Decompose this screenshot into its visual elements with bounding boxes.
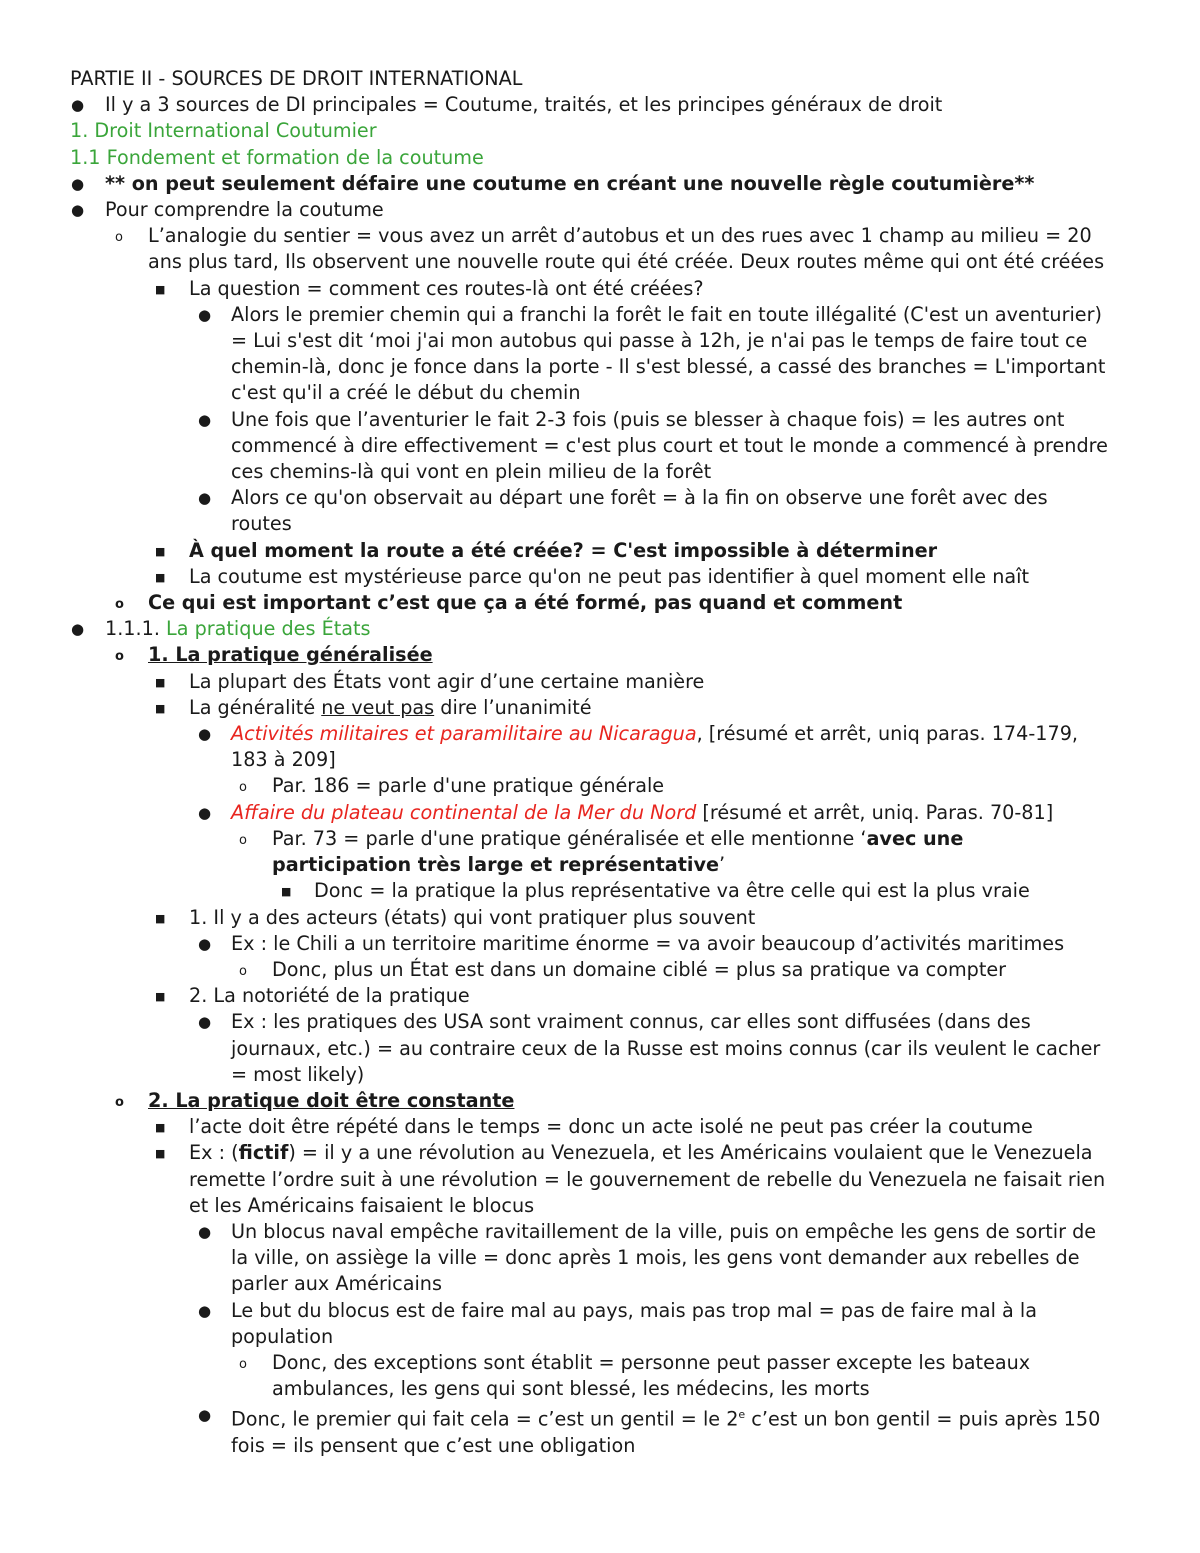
list-item-continued: ambulances, les gens qui sont blessé, les médecins, les morts — [272, 1377, 870, 1401]
bullet-dot-icon: ● — [198, 725, 212, 744]
list-item-continued: 183 à 209] — [231, 748, 336, 772]
list-item: ■ 1. Il y a des acteurs (états) qui vont pratiquer plus souvent — [0, 905, 1200, 931]
bullet-square-icon: ■ — [155, 570, 166, 584]
list-item: ● Une fois que l’aventurier le fait 2-3 fois (puis se blesser à chaque fois) = les autres ont — [0, 407, 1200, 433]
list-item: ■ La généralité ne veut pas dire l’unanimité — [0, 695, 1200, 721]
list-item-continued: fois = ils pensent que c’est une obligation — [231, 1433, 636, 1457]
heading-1: 1. Droit International Coutumier — [70, 119, 377, 143]
bullet-circle-icon: o — [115, 597, 124, 613]
list-item: ■ La coutume est mystérieuse parce qu'on ne peut pas identifier à quel moment elle naît — [0, 564, 1200, 590]
bullet-dot-icon: ● — [198, 410, 212, 429]
bullet-dot-icon: ● — [198, 1013, 212, 1032]
list-item-continued: ces chemins-là qui vont en plein milieu de la forêt — [231, 460, 712, 484]
list-item: ■ 2. La notoriété de la pratique — [0, 983, 1200, 1009]
list-item: ■ La question = comment ces routes-là ont été créées? — [0, 276, 1200, 302]
list-item: ● Un blocus naval empêche ravitaillement de la ville, puis on empêche les gens de sortir de — [0, 1219, 1200, 1245]
list-item: ● Ex : le Chili a un territoire maritime énorme = va avoir beaucoup d’activités maritimes — [0, 931, 1200, 957]
list-item-continued: = most likely) — [231, 1062, 365, 1086]
list-item-case: ● Affaire du plateau continental de la Mer du Nord [résumé et arrêt, uniq. Paras. 70-81] — [0, 800, 1200, 826]
bullet-square-icon: ■ — [155, 1121, 166, 1135]
bullet-square-icon: ■ — [155, 701, 166, 715]
bullet-dot-icon: ● — [71, 174, 85, 193]
bullet-circle-icon: o — [239, 832, 247, 848]
subheading-pratique-constante: o 2. La pratique doit être constante — [0, 1088, 1200, 1114]
list-item-continued: population — [231, 1324, 334, 1348]
list-item: ● ** on peut seulement défaire une coutume en créant une nouvelle règle coutumière** — [0, 171, 1200, 197]
list-item: ■ À quel moment la route a été créée? = C'est impossible à déterminer — [0, 538, 1200, 564]
list-item-continued: = Lui s'est dit ‘moi j'ai mon autobus qui passe à 12h, je n'ai pas le temps de faire tout ce — [231, 329, 1088, 353]
list-item-continued: participation très large et représentative’ — [272, 853, 726, 877]
list-item: ● Alors le premier chemin qui a franchi la forêt le fait en toute illégalité (C'est un aventurier) — [0, 302, 1200, 328]
bullet-dot-icon: ● — [198, 803, 212, 822]
list-item: o Donc, des exceptions sont établit = personne peut passer excepte les bateaux — [0, 1350, 1200, 1376]
list-item-continued: commencé à dire effectivement = c'est plus court et tout le monde a commencé à prendre — [231, 433, 1108, 457]
list-item: ● Alors ce qu'on observait au départ une forêt = à la fin on observe une forêt avec des — [0, 485, 1200, 511]
bullet-dot-icon: ● — [198, 1301, 212, 1320]
bullet-circle-icon: o — [115, 230, 123, 246]
bullet-circle-icon: o — [115, 1094, 124, 1110]
document-body — [0, 66, 1200, 1459]
list-item: ■ l’acte doit être répété dans le temps = donc un acte isolé ne peut pas créer la coutume — [0, 1114, 1200, 1140]
list-item: o Donc, plus un État est dans un domaine ciblé = plus sa pratique va compter — [0, 957, 1200, 983]
page-title: PARTIE II - SOURCES DE DROIT INTERNATIONAL — [70, 67, 523, 90]
bullet-square-icon: ■ — [155, 911, 166, 925]
bullet-dot-icon: ● — [198, 1406, 212, 1425]
list-item-continued: la ville, on assiège la ville = donc après 1 mois, les gens vont demander aux rebelles de — [231, 1246, 1080, 1270]
list-item-continued: et les Américains faisaient le blocus — [189, 1193, 535, 1217]
list-item: ● Ex : les pratiques des USA sont vraiment connus, car elles sont diffusées (dans des — [0, 1009, 1200, 1035]
list-item-continued: c'est qu'il a créé le début du chemin — [231, 381, 581, 405]
bullet-square-icon: ■ — [155, 1147, 166, 1161]
list-item-continued: chemin-là, donc je fonce dans la porte - Il s'est blessé, a cassé des branches = L'important — [231, 355, 1106, 379]
list-item: o Par. 186 = parle d'une pratique générale — [0, 773, 1200, 799]
bullet-square-icon: ■ — [155, 990, 166, 1004]
list-item-case: ● Activités militaires et paramilitaire au Nicaragua, [résumé et arrêt, uniq paras. 174-179, — [0, 721, 1200, 747]
bullet-dot-icon: ● — [198, 489, 212, 508]
list-item: o L’analogie du sentier = vous avez un arrêt d’autobus et un des rues avec 1 champ au milieu = 20 — [0, 223, 1200, 249]
bullet-circle-icon: o — [239, 963, 247, 979]
list-item: ■ La plupart des États vont agir d’une certaine manière — [0, 669, 1200, 695]
list-item: ■ Donc = la pratique la plus représentative va être celle qui est la plus vraie — [0, 878, 1200, 904]
bullet-square-icon: ■ — [281, 885, 292, 899]
list-item: ● Il y a 3 sources de DI principales = Coutume, traités, et les principes généraux de droit — [0, 92, 1200, 118]
case-title-nicaragua: Activités militaires et paramilitaire au Nicaragua — [231, 722, 697, 746]
list-item-continued: ans plus tard, Ils observent une nouvelle route qui été créée. Deux routes même qui ont été créées — [148, 250, 1105, 274]
list-item: ● Donc, le premier qui fait cela = c’est un gentil = le 2e c’est un bon gentil = puis après 150 — [0, 1402, 1200, 1433]
subheading-pratique-generalisee: o 1. La pratique généralisée — [0, 642, 1200, 668]
list-item: ● Le but du blocus est de faire mal au pays, mais pas trop mal = pas de faire mal à la — [0, 1298, 1200, 1324]
bullet-square-icon: ■ — [155, 544, 166, 558]
bullet-dot-icon: ● — [198, 934, 212, 953]
bullet-dot-icon: ● — [198, 1222, 212, 1241]
list-item: o Ce qui est important c’est que ça a été formé, pas quand et comment — [0, 590, 1200, 616]
list-item-continued: parler aux Américains — [231, 1272, 442, 1296]
bullet-dot-icon: ● — [71, 620, 85, 639]
bullet-dot-icon: ● — [71, 96, 85, 115]
list-item: o Par. 73 = parle d'une pratique généralisée et elle mentionne ‘avec une — [0, 826, 1200, 852]
list-item-continued: routes — [231, 512, 292, 536]
bullet-circle-icon: o — [239, 1356, 247, 1372]
list-item: ● 1.1.1. La pratique des États — [0, 616, 1200, 642]
bullet-dot-icon: ● — [71, 201, 85, 220]
bullet-circle-icon: o — [115, 649, 124, 665]
bullet-square-icon: ■ — [155, 282, 166, 296]
list-item: ■ Ex : (fictif) = il y a une révolution au Venezuela, et les Américains voulaient que le Venezuela — [0, 1140, 1200, 1166]
case-title-mer-du-nord: Affaire du plateau continental de la Mer du Nord — [231, 800, 697, 824]
list-item: ● Pour comprendre la coutume — [0, 197, 1200, 223]
list-item-continued: remette l’ordre suit à une révolution = le gouvernement de rebelle du Venezuela ne faisait rien — [189, 1167, 1106, 1191]
bullet-circle-icon: o — [239, 780, 247, 796]
bullet-square-icon: ■ — [155, 675, 166, 689]
bullet-dot-icon: ● — [198, 305, 212, 324]
list-item-continued: journaux, etc.) = au contraire ceux de la Russe est moins connus (car ils veulent le cacher — [231, 1036, 1101, 1060]
heading-1-1: 1.1 Fondement et formation de la coutume — [70, 145, 484, 169]
